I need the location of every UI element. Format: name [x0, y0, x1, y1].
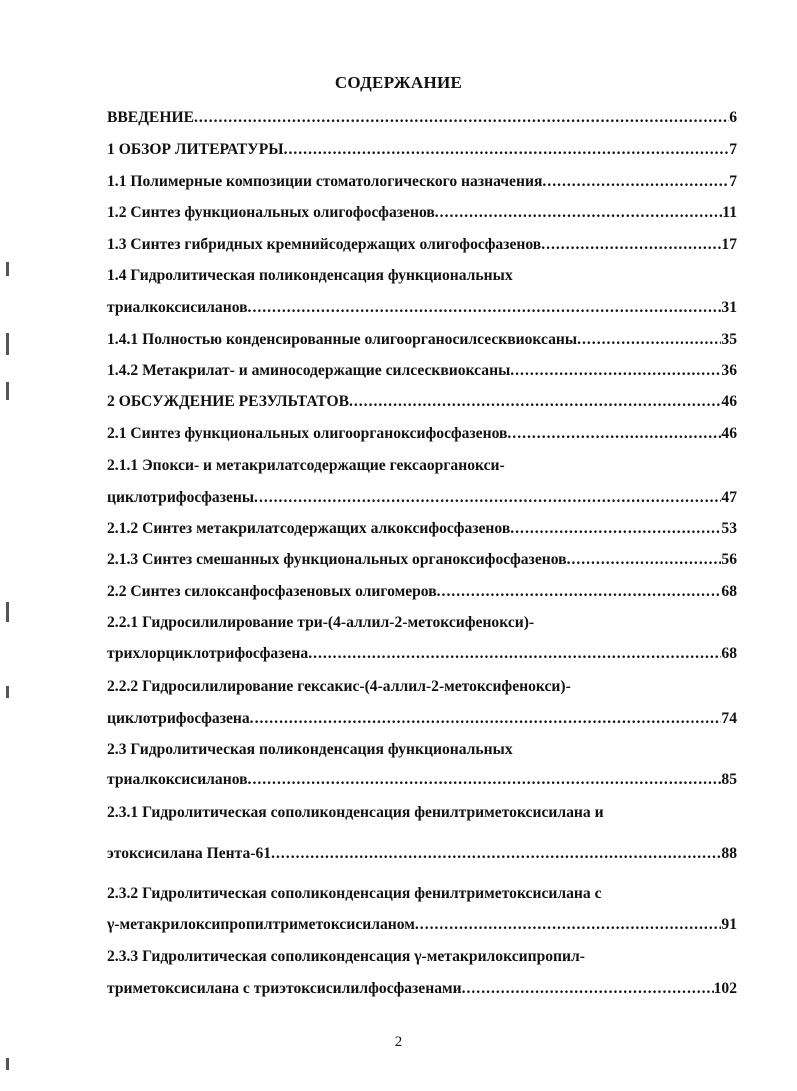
- toc-entry: [107, 423, 737, 445]
- toc-entry: [107, 708, 737, 730]
- toc-entry-text: 1.1 Полимерные композиции стоматологического назначения: [107, 173, 543, 190]
- toc-entry-page: 85: [721, 771, 737, 788]
- toc-dot-leader: [248, 297, 722, 319]
- toc-entry-text: 1.4.2 Метакрилат- и аминосодержащие силсесквиоксаны: [107, 362, 511, 379]
- toc-entry-page: 56: [721, 551, 737, 568]
- toc-title: СОДЕРЖАНИЕ: [334, 73, 463, 92]
- toc-entry-continued: 2.3 Гидролитическая поликонденсация функциональных: [107, 741, 513, 758]
- toc-dot-leader: [415, 914, 722, 936]
- toc-dot-leader: [462, 978, 714, 1000]
- toc-entry-text: циклотрифосфазена: [107, 710, 250, 727]
- toc-entry: [107, 360, 737, 382]
- toc-entry-continued: 2.3.1 Гидролитическая сополиконденсация фенилтриметоксисилана и: [107, 804, 604, 821]
- toc-entry: [107, 769, 737, 791]
- toc-entry-text: 1.4.1 Полностью конденсированные олигоорганосилсесквиоксаны: [107, 331, 578, 348]
- toc-dot-leader: [437, 581, 722, 603]
- toc-entry-continued: 2.2.2 Гидросилилирование гексакис-(4-аллил-2-метоксифенокси)-: [107, 678, 571, 695]
- toc-entry-text: трихлорциклотрифосфазена: [107, 645, 309, 662]
- toc-entry-text: триалкоксисиланов: [107, 771, 248, 788]
- toc-entry-page: 74: [721, 710, 737, 727]
- toc-entry-page: 46: [721, 425, 737, 442]
- toc-dot-leader: [507, 423, 721, 445]
- toc-entry-page: 91: [721, 916, 737, 933]
- toc-entry-page: 47: [721, 489, 737, 506]
- toc-dot-leader: [510, 360, 721, 382]
- toc-entry-text: 2.2 Синтез силоксанфосфазеновых олигомеров: [107, 583, 437, 600]
- toc-entry: [107, 843, 737, 865]
- toc-entry-page: 17: [721, 236, 737, 253]
- toc-dot-leader: [248, 769, 722, 791]
- toc-entry-continued: 2.3.2 Гидролитическая сополиконденсация фенилтриметоксисилана с: [107, 885, 602, 902]
- toc-entry-page: 7: [729, 141, 737, 158]
- toc-entry-continued: 2.2.1 Гидросилилирование три-(4-аллил-2-метоксифенокси)-: [107, 614, 535, 631]
- toc-dot-leader: [577, 329, 721, 351]
- toc-entry-page: 102: [713, 980, 737, 997]
- toc-dot-leader: [541, 234, 721, 256]
- toc-dot-leader: [284, 139, 730, 161]
- toc-entry: [107, 914, 737, 936]
- toc-dot-leader: [194, 107, 729, 129]
- toc-entry: [107, 329, 737, 351]
- toc-entry: [107, 297, 737, 319]
- toc-dot-leader: [567, 549, 722, 571]
- scan-margin-mark: [6, 602, 9, 622]
- scan-margin-mark: [6, 686, 9, 698]
- toc-dot-leader: [250, 708, 722, 730]
- toc-entry: [107, 139, 737, 161]
- toc-dot-leader: [254, 487, 721, 509]
- toc-entry-page: 6: [729, 109, 737, 126]
- toc-entry: [107, 581, 737, 603]
- toc-entry-page: 68: [721, 645, 737, 662]
- toc-entry: [107, 234, 737, 256]
- toc-entry-page: 7: [729, 173, 737, 190]
- scan-margin-mark: [6, 1058, 9, 1070]
- toc-entry-text: триметоксисилана с триэтоксисилилфосфазенами: [107, 980, 462, 997]
- toc-dot-leader: [308, 643, 721, 665]
- toc-entry: [107, 171, 737, 193]
- toc-entry-page: 31: [721, 299, 737, 316]
- toc-entry-page: 88: [721, 845, 737, 862]
- toc-entry-continued: 1.4 Гидролитическая поликонденсация функциональных: [107, 267, 513, 284]
- toc-entry-page: 46: [721, 393, 737, 410]
- toc-entry-page: 35: [721, 331, 737, 348]
- toc-dot-leader: [271, 843, 721, 865]
- toc-entry-continued: 2.1.1 Эпокси- и метакрилатсодержащие гексаорганокси-: [107, 457, 505, 474]
- toc-entry-text: γ-метакрилоксипропилтриметоксисиланом: [107, 916, 415, 933]
- toc-entry-text: 2.1.2 Синтез метакрилатсодержащих алкоксифосфазенов: [107, 520, 511, 537]
- toc-dot-leader: [542, 171, 729, 193]
- toc-entry-page: 36: [721, 362, 737, 379]
- toc-entry-text: циклотрифосфазены: [107, 489, 255, 506]
- toc-dot-leader: [349, 391, 721, 413]
- toc-entry: [107, 107, 737, 129]
- toc-entry: [107, 978, 737, 1000]
- toc-entry-text: триалкоксисиланов: [107, 299, 248, 316]
- page-number: 2: [394, 1034, 403, 1050]
- toc-entry: [107, 518, 737, 540]
- toc-entry-text: 2.1.3 Синтез смешанных функциональных органоксифосфазенов: [107, 551, 567, 568]
- toc-entry-continued: 2.3.3 Гидролитическая сополиконденсация γ-метакрилоксипропил-: [107, 948, 585, 965]
- toc-entry: [107, 487, 737, 509]
- toc-entry-text: 1.3 Синтез гибридных кремнийсодержащих олигофосфазенов: [107, 236, 542, 253]
- toc-entry-text: 1.2 Синтез функциональных олигофосфазенов: [107, 204, 435, 221]
- scan-margin-mark: [6, 333, 9, 355]
- toc-entry-text: 1 ОБЗОР ЛИТЕРАТУРЫ: [107, 141, 284, 158]
- toc-entry-text: 2 ОБСУЖДЕНИЕ РЕЗУЛЬТАТОВ: [107, 393, 349, 410]
- toc-dot-leader: [435, 202, 722, 224]
- toc-dot-leader: [510, 518, 721, 540]
- toc-entry: [107, 202, 737, 224]
- toc-entry-page: 11: [722, 204, 737, 221]
- toc-entry-text: ВВЕДЕНИЕ: [107, 109, 194, 126]
- toc-entry-text: 2.1 Синтез функциональных олигоорганоксифосфазенов: [107, 425, 508, 442]
- toc-entry: [107, 391, 737, 413]
- scan-margin-mark: [6, 262, 9, 276]
- scan-margin-mark: [6, 382, 9, 400]
- toc-entry-text: этоксисилана Пента-61: [107, 845, 272, 862]
- toc-entry-page: 68: [721, 583, 737, 600]
- toc-entry-page: 53: [721, 520, 737, 537]
- toc-entry: [107, 643, 737, 665]
- toc-entry: [107, 549, 737, 571]
